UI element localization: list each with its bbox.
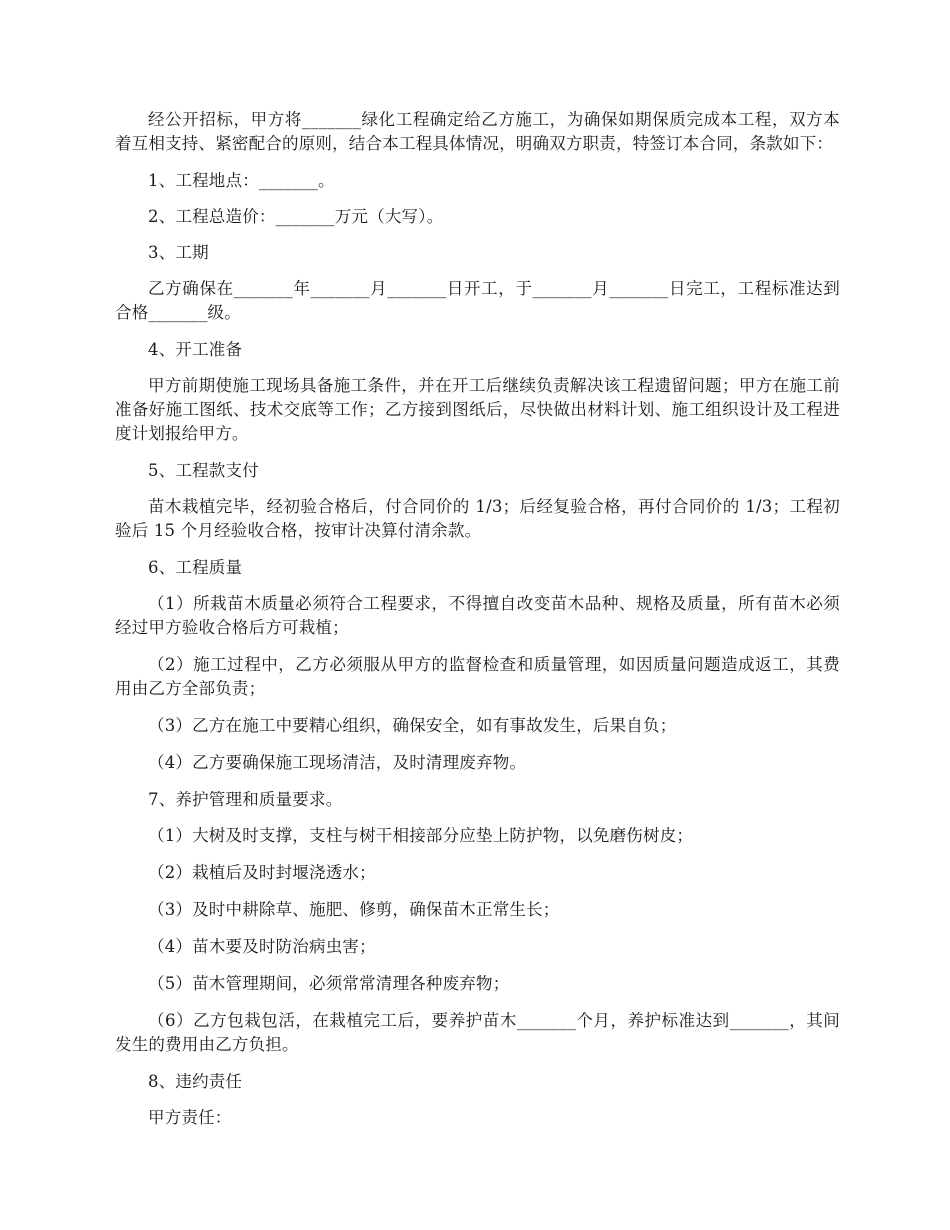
clause-7-item-3: （3）及时中耕除草、施肥、修剪，确保苗木正常生长； xyxy=(148,900,560,919)
clause-5-heading: 5、工程款支付 xyxy=(148,461,259,480)
clause-7-item-6: （6）乙方包栽包活，在栽植完工后，要养护苗木_______个月，养护标准达到_______，其间发生的费用由乙方负担。 xyxy=(115,1011,840,1054)
clause-8-heading: 8、违约责任 xyxy=(148,1072,243,1091)
contract-page xyxy=(115,108,840,1143)
clause-3-body: 乙方确保在_______年_______月_______日开工，于_______月_______日完工，工程标准达到合格_______级。 xyxy=(115,279,840,322)
clause-6-item-2: （2）施工过程中，乙方必须服从甲方的监督检查和质量管理，如因质量问题造成返工，其费用由乙方全部负责； xyxy=(115,655,840,698)
clause-7-item-5: （5）苗木管理期间，必须常常清理各种废弃物； xyxy=(148,974,510,993)
clause-7-item-2: （2）栽植后及时封堰浇透水； xyxy=(148,863,376,882)
clause-1-location: 1、工程地点：_______。 xyxy=(148,171,335,190)
clause-5-body: 苗木栽植完毕，经初验合格后，付合同价的 1/3；后经复验合格，再付合同价的 1/3；工程初验后 15 个月经验收合格，按审计决算付清余款。 xyxy=(115,497,840,540)
clause-7-heading: 7、养护管理和质量要求。 xyxy=(148,790,343,809)
party-a-responsibility: 甲方责任： xyxy=(148,1108,232,1127)
clause-6-item-3: （3）乙方在施工中要精心组织，确保安全，如有事故发生，后果自负； xyxy=(148,716,677,735)
clause-7-item-1: （1）大树及时支撑，支柱与树干相接部分应垫上防护物，以免磨伤树皮； xyxy=(148,826,694,845)
intro-paragraph: 经公开招标，甲方将_______绿化工程确定给乙方施工，为确保如期保质完成本工程，双方本着互相支持、紧密配合的原则，结合本工程具体情况，明确双方职责，特签订本合同，条款如下： xyxy=(115,110,840,153)
clause-6-item-4: （4）乙方要确保施工现场清洁，及时清理废弃物。 xyxy=(148,753,527,772)
clause-7-item-4: （4）苗木要及时防治病虫害； xyxy=(148,937,376,956)
clause-6-item-1: （1）所栽苗木质量必须符合工程要求，不得擅自改变苗木品种、规格及质量，所有苗木必须经过甲方验收合格后方可栽植； xyxy=(115,594,840,637)
clause-4-heading: 4、开工准备 xyxy=(148,340,243,359)
clause-2-price: 2、工程总造价：_______万元（大写）。 xyxy=(148,207,444,226)
clause-6-heading: 6、工程质量 xyxy=(148,558,243,577)
clause-4-body: 甲方前期使施工现场具备施工条件，并在开工后继续负责解决该工程遗留问题；甲方在施工前准备好施工图纸、技术交底等工作；乙方接到图纸后，尽快做出材料计划、施工组织设计及工程进度计划报给甲方。 xyxy=(115,376,840,443)
clause-3-heading: 3、工期 xyxy=(148,243,209,262)
